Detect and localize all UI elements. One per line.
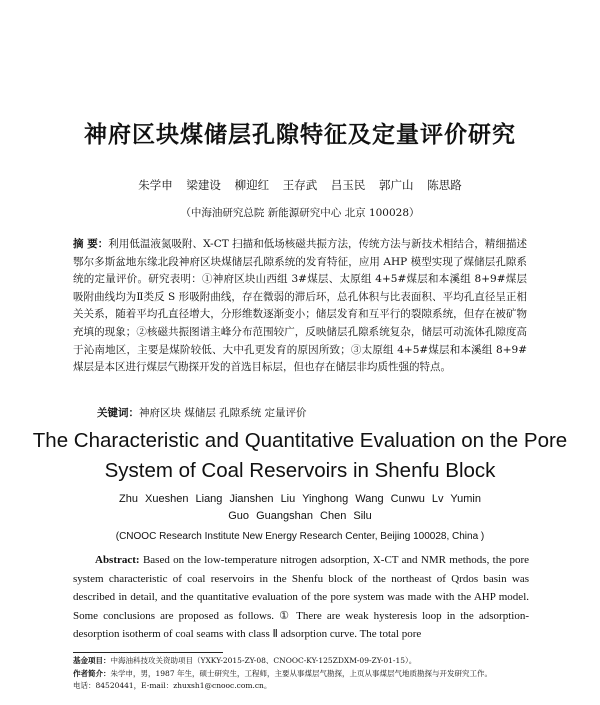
chinese-affiliation: （中海油研究总院 新能源研究中心 北京 100028） bbox=[180, 207, 420, 219]
chinese-abstract bbox=[73, 236, 527, 377]
footnote-fund bbox=[73, 655, 533, 668]
english-abstract-text: Based on the low-temperature nitrogen adsorption, X-CT and NMR methods, the pore system characteristic of coal reservoirs in the Shenfu block of the northeast of Qrdos basin was described in detail, and the quantitative evaluation of the pore system was made with the AHP model. Some conclusions are proposed as follows. ① There are weak hysteresis loop in the adsorption-desorption isotherm of coal seams with class Ⅱ adsorption curve. The total pore bbox=[73, 554, 529, 640]
english-affiliation: (CNOOC Research Institute New Energy Research Center, Beijing 100028, China ) bbox=[115, 531, 485, 542]
footnote-fund-text: 中海油科技攻关资助项目（YXKY-2015-ZY-08、CNOOC-KY-125ZDXM-09-ZY-01-15）。 bbox=[110, 656, 417, 665]
footnote-fund-label: 基金项目： bbox=[73, 656, 111, 665]
chinese-authors: 朱学申 梁建设 柳迎红 王存武 吕玉民 郭广山 陈思路 bbox=[138, 178, 462, 192]
chinese-abstract-text: 利用低温液氮吸附、X-CT 扫描和低场核磁共振方法，传统方法与新技术相结合，精细描述鄂尔多斯盆地东缘北段神府区块煤储层孔隙系统的发育特征，应用 AHP 模型实现了煤储层孔隙系统的定量评价。研究表明：①神府区块山西组 3#煤层、太原组 4+5#煤层和本溪组 8+9#煤层吸附曲线均为Ⅱ类反 S 形吸附曲线，存在微弱的滞后环，总孔体积与比表面积、平均孔直径呈正相关关系，随着平均孔直径增大，分形维数逐渐变小；储层发育和互平行的裂隙系统，但存在被矿物充填的现象；②核磁共振图谱主峰分布范围较广，反映储层孔隙系统复杂，储层可动流体孔隙度高于沁南地区，主要是煤阶较低、大中孔更发育的原因所致；③太原组 4+5#煤层和本溪组 8+9#煤层是本区进行煤层气勘探开发的首选目标层，但也存在储层非均质性强的特点。 bbox=[73, 238, 528, 374]
chinese-keywords-text: 神府区块 煤储层 孔隙系统 定量评价 bbox=[139, 407, 307, 419]
footnotes bbox=[73, 655, 533, 693]
english-title: The Characteristic and Quantitative Evaluation on the Pore System of Coal Reservoirs in Shenfu Block bbox=[32, 429, 568, 482]
english-abstract bbox=[73, 551, 529, 644]
chinese-keywords bbox=[97, 405, 307, 420]
chinese-keywords-label: 关键词： bbox=[97, 407, 139, 419]
footnote-contact: 电话：84520441，E-mail：zhuxsh1@cnooc.com.cn。 bbox=[73, 681, 272, 690]
english-authors-line-1: Zhu Xueshen Liang Jianshen Liu Yinghong Wang Cunwu Lv Yumin bbox=[119, 493, 481, 505]
english-authors-line-2: Guo Guangshan Chen Silu bbox=[228, 510, 372, 522]
footnote-author-label: 作者简介： bbox=[73, 668, 111, 678]
chinese-title: 神府区块煤储层孔隙特征及定量评价研究 bbox=[84, 122, 516, 148]
english-abstract-label: Abstract: bbox=[95, 554, 140, 566]
chinese-abstract-label: 摘 要： bbox=[73, 238, 109, 250]
footnote-divider bbox=[73, 652, 223, 653]
footnote-author bbox=[73, 668, 533, 681]
footnote-author-text: 朱学申，男，1987 年生，硕士研究生，工程师，主要从事煤层气勘探，上页从事煤层气地质勘探与开发研究工作。 bbox=[110, 668, 492, 678]
english-authors bbox=[0, 491, 600, 525]
